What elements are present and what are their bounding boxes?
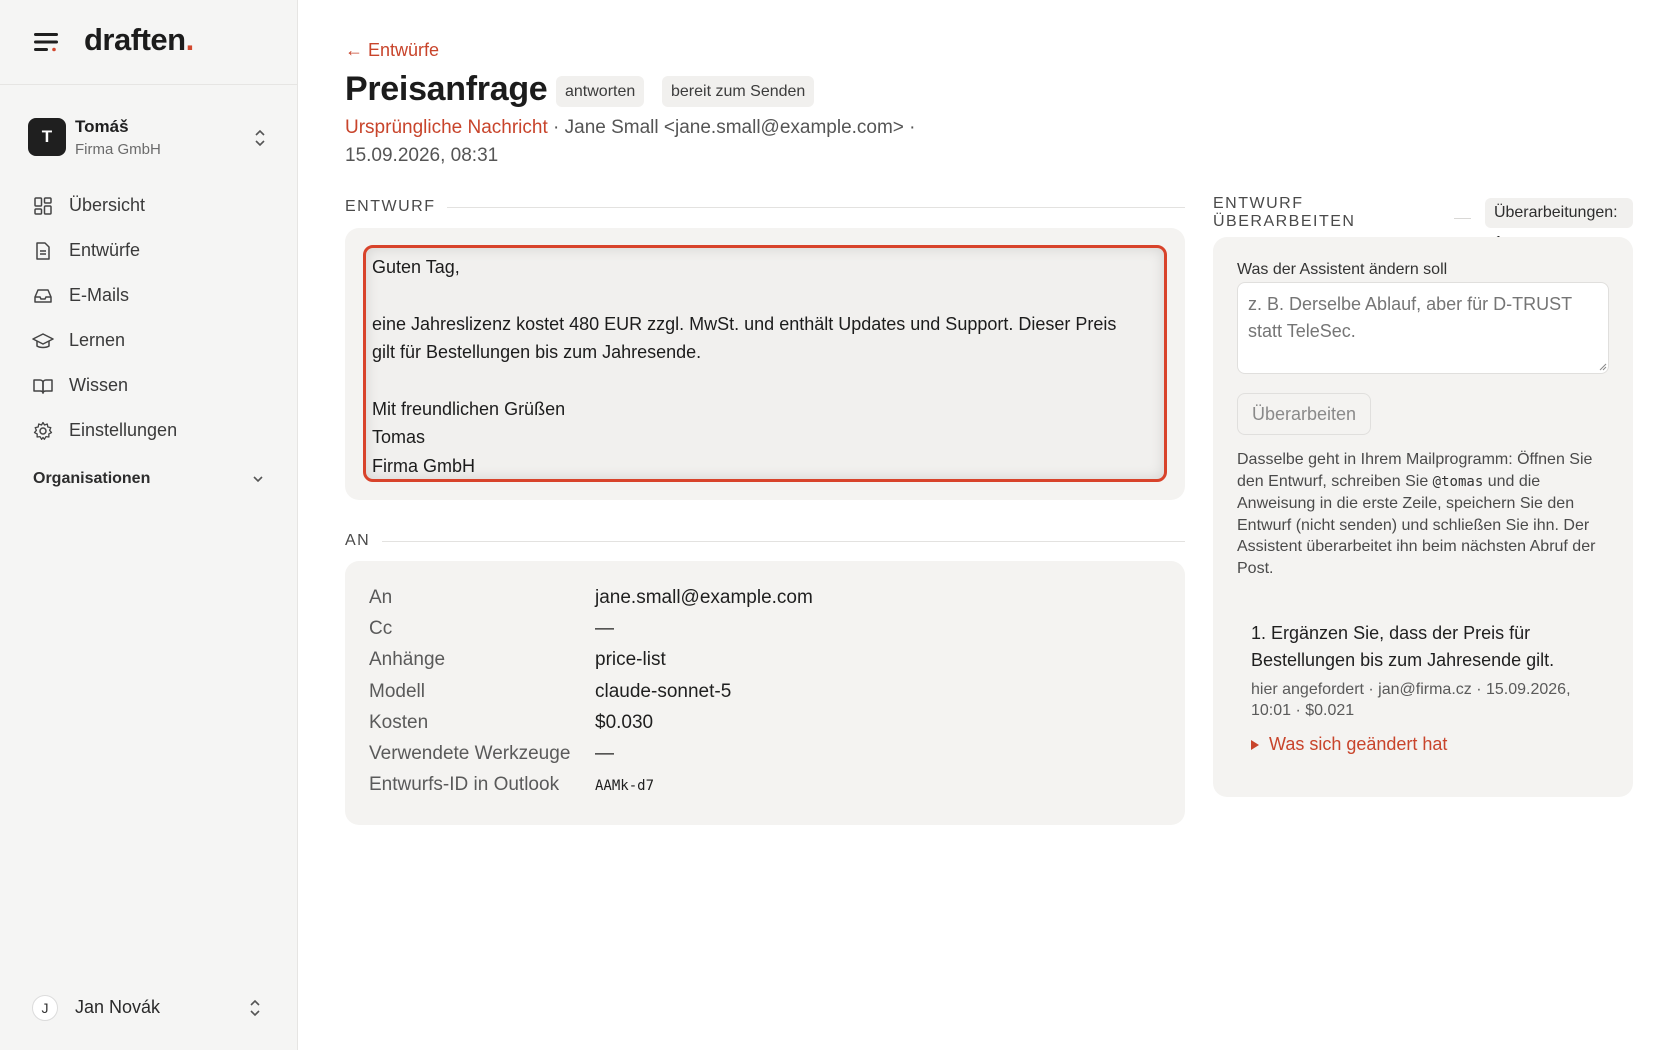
detail-row-cost [369, 712, 1169, 738]
sidebar-item-learning[interactable] [22, 318, 276, 363]
chevron-updown-icon [253, 128, 267, 148]
draft-line: Firma GmbH [372, 456, 475, 476]
resize-handle-icon[interactable] [1597, 361, 1607, 371]
detail-value: AAMk-d7 [595, 778, 655, 794]
detail-row-to [369, 587, 1169, 613]
what-changed-label: Was sich geändert hat [1269, 734, 1448, 754]
revise-panel [1213, 0, 1633, 1050]
chevron-updown-icon [248, 998, 262, 1018]
sidebar-item-label: Einstellungen [69, 420, 178, 440]
disclosure-triangle-icon [1251, 740, 1259, 750]
brand-logo[interactable]: draften. [84, 22, 194, 57]
draft-line: Tomas [372, 427, 426, 447]
org-avatar: T [28, 118, 66, 156]
sidebar-item-drafts[interactable] [22, 228, 276, 273]
detail-value: — [595, 618, 614, 639]
main-content [345, 0, 1185, 1050]
draft-line: eine Jahreslizenz kostet 480 EUR zzgl. MwSt. und enthält Updates und Support. Dieser Preis [372, 314, 1117, 334]
original-message-link[interactable]: Ursprüngliche Nachricht [345, 117, 548, 138]
sidebar-item-label: Entwürfe [69, 240, 141, 260]
detail-row-model [369, 681, 1169, 707]
user-name: Jan Novák [75, 997, 161, 1017]
sidebar [0, 0, 298, 1050]
org-name: Tomáš [75, 117, 129, 136]
user-menu[interactable] [32, 993, 270, 1023]
draft-line: gilt für Bestellungen bis zum Jahresende. [372, 342, 702, 362]
detail-row-attachments [369, 649, 1169, 675]
message-meta-details: · Jane Small <jane.small@example.com> · 15.09.2026, 08:31 [345, 117, 916, 166]
sidebar-item-emails[interactable] [22, 273, 276, 318]
sidebar-nav [22, 183, 276, 453]
sidebar-item-label: Lernen [69, 330, 126, 350]
organisations-toggle[interactable] [33, 466, 265, 492]
detail-key: Modell [369, 681, 425, 702]
revise-section-header [1213, 195, 1633, 230]
revision-history-meta: hier angefordert · jan@firma.cz · 15.09.2026, 10:01 · $0.021 [1251, 681, 1571, 719]
grid-icon [32, 195, 54, 217]
detail-key: Cc [369, 618, 393, 639]
divider [1454, 218, 1471, 219]
revision-history-item: 1. Ergänzen Sie, dass der Preis für Bestellungen bis zum Jahresende gilt. [1251, 623, 1555, 670]
draft-card [345, 228, 1185, 500]
revise-button[interactable]: Überarbeiten [1237, 393, 1371, 435]
status-badge-reply: antworten [556, 76, 644, 107]
revise-help-text: Dasselbe geht in Ihrem Mailprogramm: Öffnen Sie den Entwurf, schreiben Sie @tomas und die Anweisung in die erste Zeile, speichern Sie den Entwurf (nicht senden) und schließen Sie ihn. Der Assistent überarbeitet ihn beim nächsten Abruf der Post. [1237, 451, 1596, 577]
draft-line: Guten Tag, [372, 257, 460, 277]
detail-value: price-list [595, 649, 666, 670]
organization-switcher[interactable] [28, 114, 272, 164]
revision-count-badge: Überarbeitungen: [1485, 198, 1633, 228]
detail-key: Anhänge [369, 649, 446, 670]
what-changed-toggle[interactable] [1251, 734, 1447, 755]
draft-section-header [345, 197, 1185, 217]
detail-key: An [369, 587, 393, 608]
message-meta [345, 114, 985, 170]
detail-value: — [595, 743, 614, 764]
inbox-icon [32, 285, 54, 307]
detail-value: $0.030 [595, 712, 654, 733]
menu-icon[interactable] [34, 32, 60, 52]
revise-section-title: ENTWURF ÜBERARBEITEN [1213, 195, 1356, 230]
detail-key: Verwendete Werkzeuge [369, 743, 571, 764]
detail-row-tools [369, 743, 1169, 769]
graduation-cap-icon [32, 330, 54, 352]
revise-instruction-input[interactable] [1237, 282, 1609, 374]
recipients-section-title: AN [345, 532, 371, 549]
mention-code: @tomas [1432, 473, 1484, 490]
sidebar-item-knowledge[interactable] [22, 363, 276, 408]
draft-body[interactable] [363, 245, 1167, 482]
recipients-card [345, 561, 1185, 825]
document-icon [32, 240, 54, 262]
back-link[interactable]: ← Entwürfe [345, 40, 440, 60]
org-company: Firma GmbH [75, 141, 161, 158]
status-badge-ready: bereit zum Senden [662, 76, 814, 107]
detail-value: jane.small@example.com [595, 587, 813, 608]
organisations-label: Organisationen [33, 470, 151, 487]
draft-section-title: ENTWURF [345, 198, 436, 215]
detail-key: Entwurfs-ID in Outlook [369, 774, 560, 795]
recipients-section-header [345, 531, 1185, 551]
chevron-down-icon [251, 474, 265, 484]
revise-input-label: Was der Assistent ändern soll [1237, 261, 1448, 278]
sidebar-item-label: Wissen [69, 375, 129, 395]
gear-icon [32, 420, 54, 442]
sidebar-item-label: E-Mails [69, 285, 130, 305]
detail-key: Kosten [369, 712, 429, 733]
detail-row-cc [369, 618, 1169, 644]
page-title: Preisanfrage [345, 70, 548, 108]
sidebar-item-settings[interactable] [22, 408, 276, 453]
sidebar-item-label: Übersicht [69, 195, 146, 215]
detail-value: claude-sonnet-5 [595, 681, 732, 702]
sidebar-header [0, 0, 297, 85]
detail-row-outlook-id [369, 774, 1169, 800]
draft-line: Mit freundlichen Grüßen [372, 399, 566, 419]
book-icon [32, 375, 54, 397]
revise-card [1213, 237, 1633, 797]
divider [447, 207, 1185, 208]
sidebar-item-overview[interactable] [22, 183, 276, 228]
avatar: J [32, 995, 58, 1021]
divider [382, 541, 1185, 542]
